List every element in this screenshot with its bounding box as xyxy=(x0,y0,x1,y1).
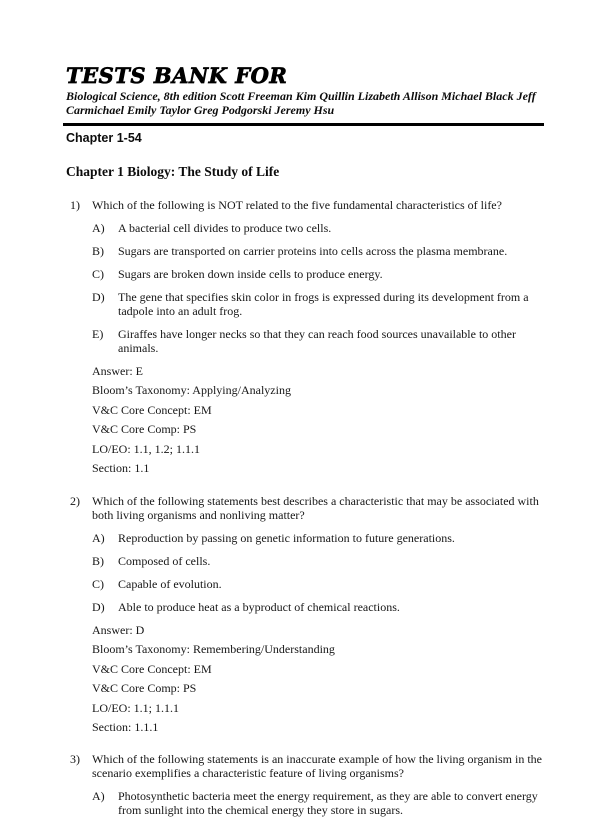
answer-line: Answer: E xyxy=(92,363,143,378)
question-text: Which of the following statements is an inaccurate example of how the living organism in the scenario exemplifies a characteristic feature of living organisms? xyxy=(92,752,542,781)
doc-subtitle: Biological Science, 8th edition Scott Freeman Kim Quillin Lizabeth Allison Michael Black Jeff Carmichael Emily Taylor Greg Podgorski Jeremy Hsu xyxy=(66,89,536,117)
blooms-taxonomy-line: Bloom’s Taxonomy: Applying/Analyzing xyxy=(92,383,291,398)
blooms-taxonomy-line: Bloom’s Taxonomy: Remembering/Understanding xyxy=(92,642,335,657)
question-body xyxy=(92,752,544,817)
option-text: Giraffes have longer necks so that they can reach food sources unavailable to other animals. xyxy=(118,326,516,355)
option-item xyxy=(92,577,544,591)
vc-core-concept-line: V&C Core Concept: EM xyxy=(92,661,212,676)
vc-core-concept-line: V&C Core Concept: EM xyxy=(92,402,212,417)
options-list xyxy=(92,531,544,614)
option-text: Sugars are broken down inside cells to produce energy. xyxy=(118,266,383,281)
doc-header xyxy=(63,64,544,126)
option-item xyxy=(92,600,544,614)
option-text: Photosynthetic bacteria meet the energy requirement, as they are able to convert energy from sunlight into the chemical energy they store in sugars. xyxy=(118,789,538,818)
section-line: Section: 1.1 xyxy=(92,461,150,476)
option-letter: A) xyxy=(92,530,105,545)
question-item xyxy=(70,494,544,735)
doc-title: TESTS BANK FOR xyxy=(66,63,288,88)
chapter-range: Chapter 1-54 xyxy=(66,130,142,145)
option-letter: B) xyxy=(92,243,104,258)
question-number: 2) xyxy=(70,493,80,508)
question-item xyxy=(70,752,544,817)
question-text: Which of the following statements best describes a characteristic that may be associated with both living organisms and nonliving matter? xyxy=(92,493,539,522)
option-text: Reproduction by passing on genetic information to future generations. xyxy=(118,530,455,545)
chapter-title: Chapter 1 Biology: The Study of Life xyxy=(66,164,280,180)
option-letter: E) xyxy=(92,326,104,341)
vc-core-comp-line: V&C Core Comp: PS xyxy=(92,681,197,696)
option-item xyxy=(92,327,544,355)
option-text: Sugars are transported on carrier proteins into cells across the plasma membrane. xyxy=(118,243,508,258)
option-letter: A) xyxy=(92,220,105,235)
option-item xyxy=(92,244,544,258)
question-body xyxy=(92,494,544,735)
option-letter: B) xyxy=(92,553,104,568)
option-text: A bacterial cell divides to produce two cells. xyxy=(118,220,332,235)
lo-eo-line: LO/EO: 1.1, 1.2; 1.1.1 xyxy=(92,441,200,456)
option-text: Capable of evolution. xyxy=(118,576,222,591)
option-item xyxy=(92,789,544,817)
option-item xyxy=(92,554,544,568)
section-line: Section: 1.1.1 xyxy=(92,720,159,735)
option-item xyxy=(92,290,544,318)
option-text: Composed of cells. xyxy=(118,553,211,568)
lo-eo-line: LO/EO: 1.1; 1.1.1 xyxy=(92,700,179,715)
options-list xyxy=(92,221,544,355)
option-letter: C) xyxy=(92,266,104,281)
option-letter: D) xyxy=(92,599,105,614)
option-text: The gene that specifies skin color in frogs is expressed during its development from a tadpole into an adult frog. xyxy=(118,289,529,318)
vc-core-comp-line: V&C Core Comp: PS xyxy=(92,422,197,437)
question-item xyxy=(70,198,544,476)
metadata-block xyxy=(92,364,544,476)
question-text: Which of the following is NOT related to the five fundamental characteristics of life? xyxy=(92,197,502,212)
metadata-block xyxy=(92,623,544,735)
option-letter: A) xyxy=(92,789,105,804)
option-item xyxy=(92,221,544,235)
option-item xyxy=(92,531,544,545)
answer-line: Answer: D xyxy=(92,622,145,637)
options-list xyxy=(92,789,544,817)
option-item xyxy=(92,267,544,281)
option-text: Able to produce heat as a byproduct of chemical reactions. xyxy=(118,599,400,614)
option-letter: D) xyxy=(92,289,105,304)
question-number: 1) xyxy=(70,197,80,212)
question-number: 3) xyxy=(70,752,80,767)
question-body xyxy=(92,198,544,476)
option-letter: C) xyxy=(92,576,104,591)
